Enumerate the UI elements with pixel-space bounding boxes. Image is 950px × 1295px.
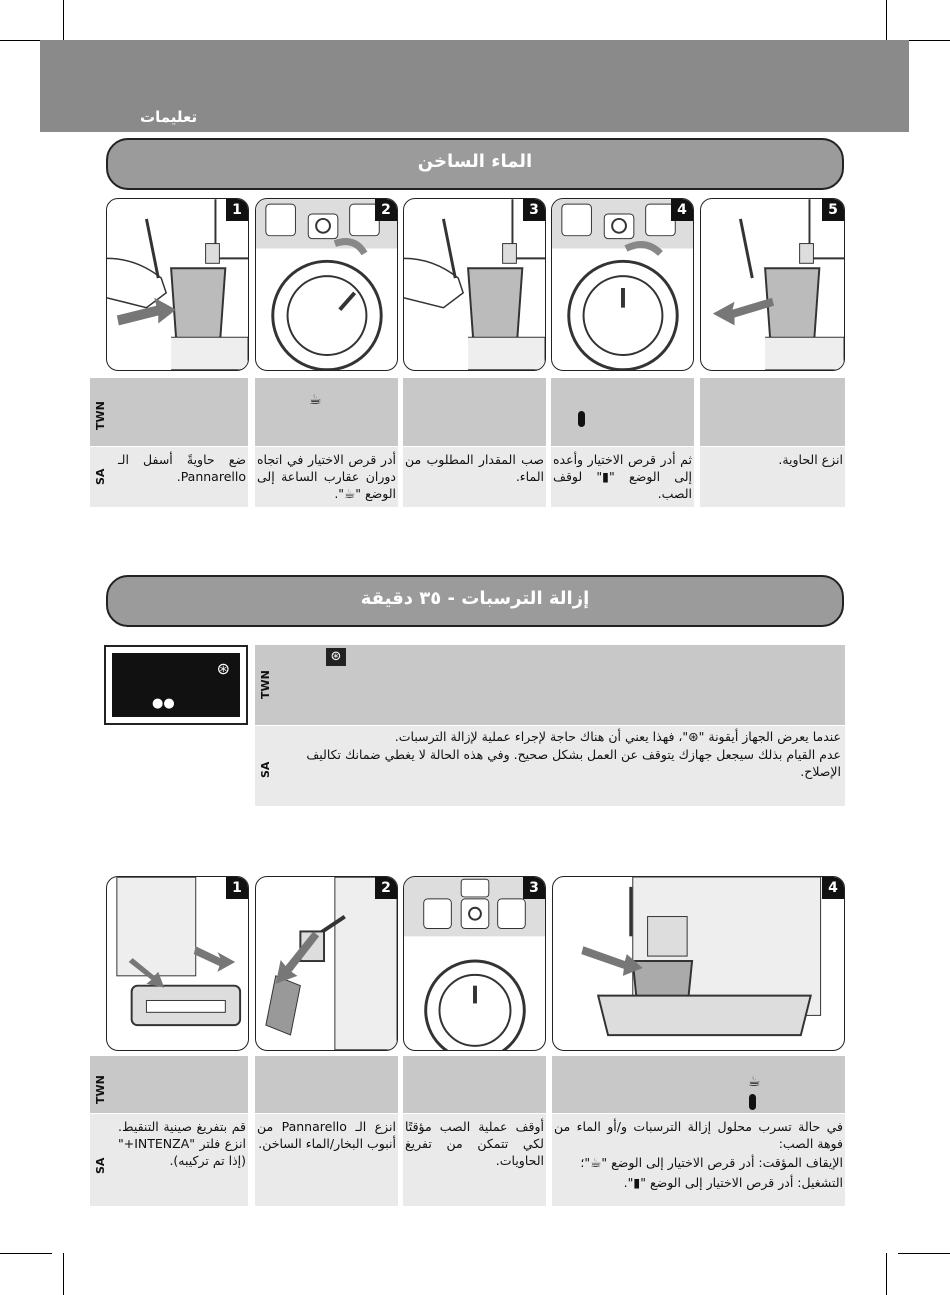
sa-cell <box>90 447 248 507</box>
sa-cell <box>700 447 845 507</box>
sa-cell <box>551 447 694 507</box>
hot-water-icon: ☕ <box>748 1074 761 1090</box>
twn-cell <box>403 1056 546 1113</box>
descale-warning-line-2: عدم القيام بذلك سيجعل جهازك يتوقف عن العمل بشكل صحيح. وفي هذه الحالة لا يغطي ضمانك تكاليف الإصلاح. <box>306 747 841 779</box>
step-number: 3 <box>523 877 545 899</box>
step-number: 1 <box>226 877 248 899</box>
crop-mark <box>0 1253 52 1254</box>
step-text: التشغيل: أدر قرص الاختيار إلى الوضع "▮". <box>623 1175 843 1190</box>
step-number: 5 <box>822 199 844 221</box>
twn-cell <box>255 378 398 446</box>
hot-water-icon: ☕ <box>309 392 322 408</box>
sa-cell <box>90 1114 248 1206</box>
twn-cell <box>90 378 248 446</box>
twn-cell <box>255 1056 398 1113</box>
step-text: صب المقدار المطلوب من الماء. <box>405 452 544 484</box>
twn-label: TWN <box>259 670 272 699</box>
section-title: الماء الساخن <box>417 151 533 172</box>
step-text: انزع الـ Pannarello من أنبوب البخار/الماء الساخن. <box>257 1119 396 1151</box>
twn-cell <box>90 1056 248 1113</box>
crop-mark <box>63 0 64 40</box>
step-text: أدر قرص الاختيار في اتجاه دوران عقارب الساعة إلى الوضع "☕". <box>257 452 396 501</box>
crop-mark <box>886 0 887 40</box>
sa-cell <box>255 447 398 507</box>
twn-cell <box>551 378 694 446</box>
section-title: إزالة الترسبات - ٣٥ دقيقة <box>360 588 590 609</box>
step-number: 2 <box>375 877 397 899</box>
section-descaling-title-bar <box>106 575 844 627</box>
step-5-illustration <box>700 198 845 371</box>
twn-cell <box>552 1056 845 1113</box>
coffee-beans-icon: ●● <box>152 696 175 711</box>
step-text: انزع الحاوية. <box>778 452 843 467</box>
step-text: قم بتفريغ صينية التنقيط. انزع فلتر "INTENZA+" (إذا تم تركيبه). <box>118 1119 246 1168</box>
step-2-illustration <box>255 876 398 1051</box>
step-text: في حالة تسرب محلول إزالة الترسبات و/أو الماء من فوهة الصب: <box>554 1119 843 1151</box>
step-text: الإيقاف المؤقت: أدر قرص الاختيار إلى الوضع "☕"؛ <box>580 1155 843 1170</box>
descale-warning-line-1: عندما يعرض الجهاز أيقونة "⊛"، فهذا يعني أن هناك حاجة لإجراء عملية لإزالة الترسبات. <box>394 729 841 744</box>
twn-label: TWN <box>94 1075 107 1104</box>
sa-label: SA <box>94 468 107 485</box>
twn-cell <box>403 378 546 446</box>
crop-mark <box>898 1253 950 1254</box>
machine-display <box>104 645 248 725</box>
twn-cell <box>700 378 845 446</box>
twn-label: TWN <box>94 401 107 430</box>
section-hot-water-title-bar <box>106 138 844 190</box>
twn-cell <box>255 645 845 725</box>
sa-cell <box>255 726 845 806</box>
step-text: أوقف عملية الصب مؤقتًا لكي تتمكن من تفريغ الحاويات. <box>405 1119 544 1168</box>
sa-cell <box>403 447 546 507</box>
step-3-illustration <box>403 198 546 371</box>
standby-icon <box>749 1094 756 1110</box>
step-number: 4 <box>822 877 844 899</box>
step-text: ثم أدر قرص الاختيار وأعده إلى الوضع "▮" لوقف الصب. <box>553 452 692 501</box>
step-4-illustration <box>552 876 845 1051</box>
step-2-illustration <box>255 198 398 371</box>
sa-cell <box>403 1114 546 1206</box>
crop-mark <box>63 1253 64 1295</box>
descale-icon: ⊛ <box>216 659 230 678</box>
sa-label: SA <box>259 761 272 778</box>
step-number: 1 <box>226 199 248 221</box>
standby-icon <box>578 411 585 427</box>
step-1-illustration <box>106 876 249 1051</box>
header-label: تعليمات <box>140 108 198 126</box>
step-4-illustration <box>551 198 694 371</box>
step-number: 3 <box>523 199 545 221</box>
step-1-illustration <box>106 198 249 371</box>
header-bar <box>40 40 909 132</box>
step-number: 2 <box>375 199 397 221</box>
step-text: ضع حاويةً أسفل الـ Pannarello. <box>118 452 246 484</box>
descale-icon: ⊛ <box>326 648 346 666</box>
step-3-illustration <box>403 876 546 1051</box>
sa-cell <box>255 1114 398 1206</box>
sa-label: SA <box>94 1157 107 1174</box>
crop-mark <box>886 1253 887 1295</box>
step-number: 4 <box>671 199 693 221</box>
sa-cell <box>552 1114 845 1206</box>
